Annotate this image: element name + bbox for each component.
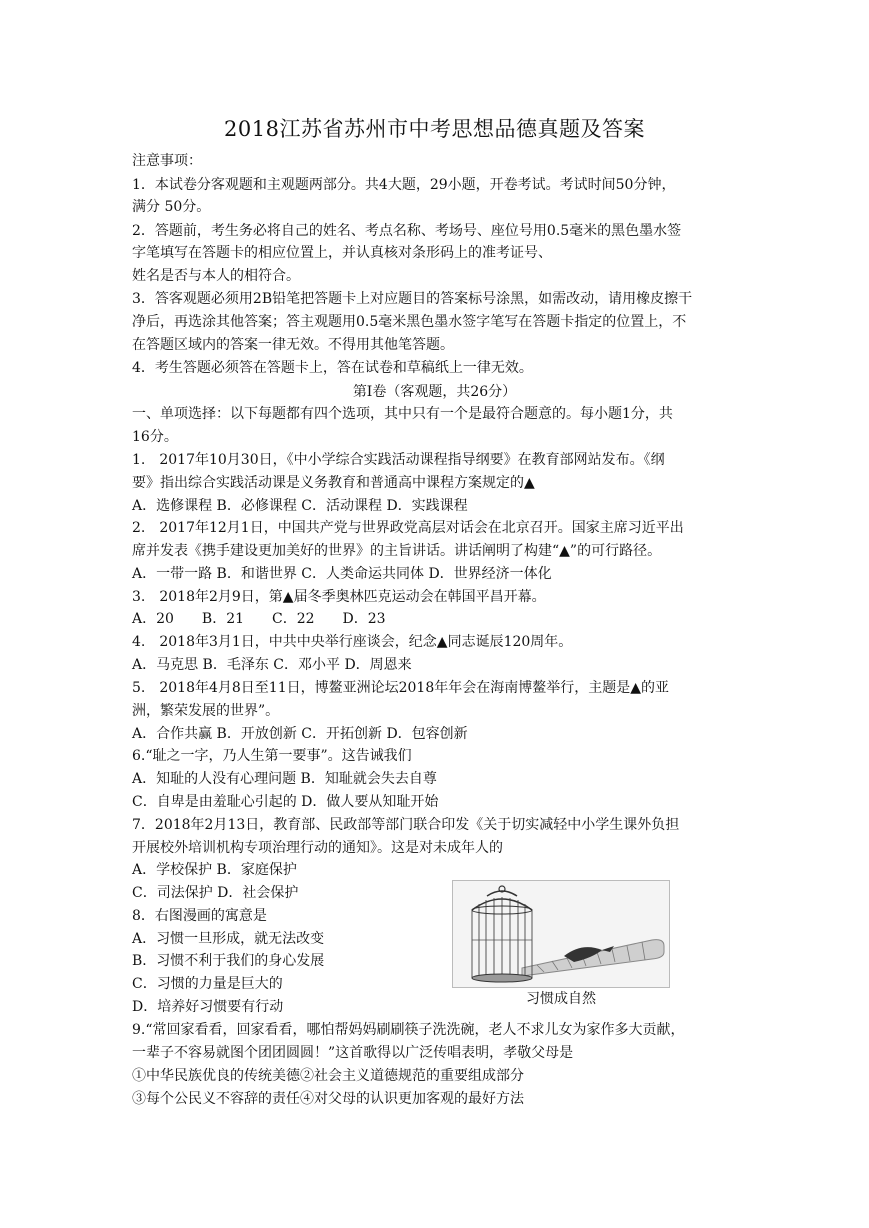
question-line: 3. 2018年2月9日，第▲届冬季奥林匹克运动会在韩国平昌开幕。 xyxy=(132,589,546,605)
question-option: C．自卑是由羞耻心引起的 D．做人要从知耻开始 xyxy=(132,794,439,810)
question-line: 2. 2017年12月1日，中国共产党与世界政党高层对话会在北京召开。国家主席习近平出 xyxy=(132,520,684,536)
notes-heading: 注意事项： xyxy=(132,153,202,169)
part1-heading: 第Ⅰ卷（客观题，共26分） xyxy=(352,384,517,400)
question-option: A．20 B．21 C．22 D．23 xyxy=(132,611,386,627)
question-line: 1. 2017年10月30日，《中小学综合实践活动课程指导纲要》在教育部网站发布。《纲 xyxy=(132,452,665,468)
question-line: 席并发表《携手建设更加美好的世界》的主旨讲话。讲话阐明了构建“▲”的可行路径。 xyxy=(132,543,662,559)
section1-instruction: 16分。 xyxy=(132,429,178,445)
notes-line: 在答题区域内的答案一律无效。不得用其他笔答题。 xyxy=(132,337,454,353)
notes-line: 4．考生答题必须答在答题卡上，答在试卷和草稿纸上一律无效。 xyxy=(132,360,533,376)
notes-line: 满分 50分。 xyxy=(132,199,211,215)
question-option: A．选修课程 B．必修课程 C．活动课程 D．实践课程 xyxy=(132,498,468,514)
figure-caption: 习惯成自然 xyxy=(526,991,596,1007)
notes-line: 姓名是否与本人的相符合。 xyxy=(132,268,300,284)
question-option: C．司法保护 D．社会保护 xyxy=(132,885,299,901)
notes-line: 3．答客观题必须用2B铅笔把答题卡上对应题目的答案标号涂黑，如需改动，请用橡皮擦干 xyxy=(132,291,693,307)
question-line: 5. 2018年4月8日至11日，博鳌亚洲论坛2018年年会在海南博鳌举行，主题是▲的亚 xyxy=(132,680,670,696)
question-option: A．习惯一旦形成，就无法改变 xyxy=(132,931,325,947)
question-option: A．马克思 B．毛泽东 C．邓小平 D．周恩来 xyxy=(132,657,412,673)
section1-instruction: 一、单项选择：以下每题都有四个选项，其中只有一个是最符合题意的。每小题1分，共 xyxy=(132,406,673,422)
question-option: A．一带一路 B．和谐世界 C．人类命运共同体 D．世界经济一体化 xyxy=(132,566,552,582)
question-line: ③每个公民义不容辞的责任④对父母的认识更加客观的最好方法 xyxy=(132,1091,524,1107)
notes-line: 字笔填写在答题卡的相应位置上，并认真核对条形码上的准考证号、 xyxy=(132,245,552,261)
notes-line: 1．本试卷分客观题和主观题两部分。共4大题，29小题，开卷考试。考试时间50分钟， xyxy=(132,177,676,193)
question-line: 一辈子不容易就图个团团圆圆！”这首歌得以广泛传唱表明，孝敬父母是 xyxy=(132,1045,574,1061)
question-option: D．培养好习惯要有行动 xyxy=(132,999,284,1015)
question-option: C．习惯的力量是巨大的 xyxy=(132,976,283,992)
notes-line: 2．答题前，考生务必将自己的姓名、考点名称、考场号、座位号用0.5毫米的黑色墨水签 xyxy=(132,223,682,239)
question-option: A．合作共赢 B．开放创新 C．开拓创新 D．包容创新 xyxy=(132,726,468,742)
question-line: 7．2018年2月13日，教育部、民政部等部门联合印发《关于切实减轻中小学生课外负担 xyxy=(132,817,680,833)
birdcage-cartoon-image xyxy=(452,880,670,988)
question-line: 4. 2018年3月1日，中共中央举行座谈会，纪念▲同志诞辰120周年。 xyxy=(132,634,573,650)
question-option: A．学校保护 B．家庭保护 xyxy=(132,862,297,878)
question-line: 要》指出综合实践活动课是义务教育和普通高中课程方案规定的▲ xyxy=(132,475,535,491)
question-line: ①中华民族优良的传统美德②社会主义道德规范的重要组成部分 xyxy=(132,1068,524,1084)
question-line: 9.“常回家看看，回家看看，哪怕帮妈妈刷刷筷子洗洗碗，老人不求儿女为家作多大贡献， xyxy=(132,1022,685,1038)
question-line: 开展校外培训机构专项治理行动的通知》。这是对未成年人的 xyxy=(132,840,503,856)
question-line: 6.“耻之一字，乃人生第一要事”。这告诫我们 xyxy=(132,748,412,764)
page-title: 2018江苏省苏州市中考思想品德真题及答案 xyxy=(224,117,645,141)
question-line: 8．右图漫画的寓意是 xyxy=(132,908,267,924)
notes-line: 净后，再选涂其他答案；答主观题用0.5毫米黑色墨水签字笔写在答题卡指定的位置上，不 xyxy=(132,314,687,330)
question-line: 洲，繁荣发展的世界”。 xyxy=(132,703,280,719)
question-option: B．习惯不利于我们的身心发展 xyxy=(132,953,325,969)
question-option: A．知耻的人没有心理问题 B．知耻就会失去自尊 xyxy=(132,771,437,787)
